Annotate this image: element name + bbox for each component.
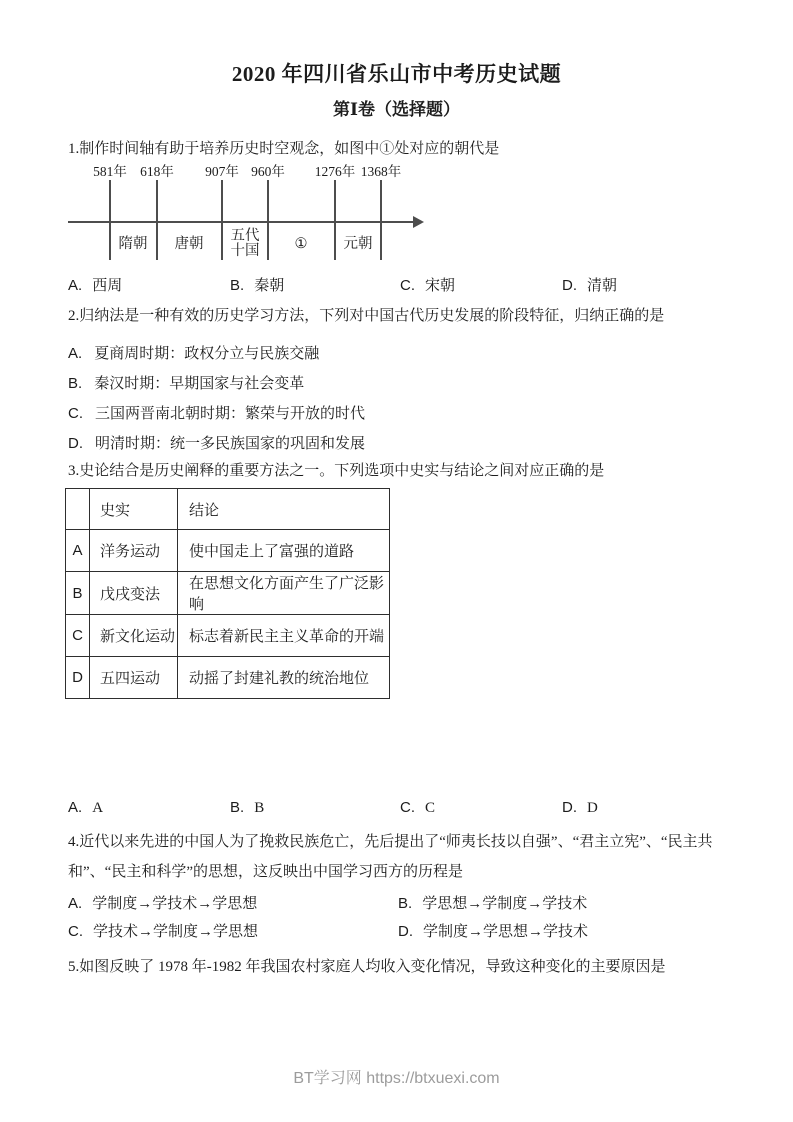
table-row: [66, 615, 390, 657]
row-key: A: [66, 530, 90, 572]
option-b: [230, 278, 400, 294]
option-text: 学制度→学技术→学思想: [92, 896, 258, 912]
option-text: 秦朝: [254, 278, 285, 294]
option-d: [562, 278, 617, 294]
row-key: C: [66, 615, 90, 657]
option-letter: B.: [68, 375, 83, 392]
option-text: 夏商周时期：政权分立与民族交融: [94, 346, 320, 362]
timeline-period-label: ①: [294, 235, 308, 252]
option-text: 学思想→学制度→学技术: [422, 896, 588, 912]
option-c: [400, 278, 562, 294]
option-letter: A.: [68, 895, 83, 912]
table-row: [66, 530, 390, 572]
option-letter: C.: [68, 923, 83, 940]
option-c: [68, 406, 725, 422]
page-title: 2020 年四川省乐山市中考历史试题: [231, 62, 562, 86]
timeline-year-label: 960年: [251, 164, 285, 179]
row-fact: 五四运动: [90, 657, 178, 699]
option-c: [68, 924, 398, 940]
option-letter: D.: [68, 435, 83, 452]
section-title: 第Ⅰ卷（选择题）: [333, 100, 460, 119]
option-text: 清朝: [587, 278, 618, 294]
timeline-year-label: 1368年: [360, 164, 402, 179]
timeline-figure: [68, 165, 725, 265]
timeline-tick: [221, 180, 223, 260]
table-row: [66, 572, 390, 615]
question-4-text-line-2: 和”、“民主和科学”的思想，这反映出中国学习西方的历程是: [68, 864, 463, 880]
option-letter: A.: [68, 345, 83, 362]
option-a: [68, 346, 725, 362]
option-a: [68, 278, 230, 294]
arrow-right-icon: [413, 216, 424, 228]
question-3-text: 3.史论结合是历史阐释的重要方法之一。下列选项中史实与结论之间对应正确的是: [68, 463, 605, 479]
option-d: [68, 436, 725, 452]
option-d: [398, 924, 588, 940]
option-b: [398, 896, 587, 912]
timeline-tick: [267, 180, 269, 260]
option-text: 三国两晋南北朝时期：繁荣与开放的时代: [95, 406, 366, 422]
timeline-period-label: 元朝: [343, 235, 373, 252]
timeline-year-label: 581年: [93, 164, 127, 179]
question-2-text: 2.归纳法是一种有效的历史学习方法，下列对中国古代历史发展的阶段特征，归纳正确的是: [68, 308, 665, 324]
option-letter: D.: [398, 923, 413, 940]
option-letter: C.: [400, 277, 415, 294]
option-d: [562, 800, 598, 816]
fact-conclusion-table: [65, 488, 390, 699]
option-letter: B.: [230, 277, 245, 294]
option-text: 学制度→学思想→学技术: [423, 924, 589, 940]
question-3-options: [68, 800, 725, 816]
option-a: [68, 896, 398, 912]
option-b: [230, 800, 400, 816]
option-letter: A.: [68, 277, 83, 294]
option-b: [68, 376, 725, 392]
row-conclusion: 标志着新民主主义革命的开端: [178, 615, 390, 657]
option-text: B: [254, 800, 265, 816]
option-letter: D.: [562, 277, 577, 294]
table-header-row: [66, 489, 390, 530]
watermark-link[interactable]: BT学习网 https://btxuexi.com: [293, 1070, 500, 1087]
timeline-year-label: 907年: [205, 164, 239, 179]
timeline-axis: [68, 221, 415, 223]
row-key: D: [66, 657, 90, 699]
timeline-tick: [156, 180, 158, 260]
option-text: 宋朝: [425, 278, 456, 294]
option-text: 学技术→学制度→学思想: [93, 924, 259, 940]
option-text: 西周: [92, 278, 123, 294]
question-1-options: [68, 278, 725, 294]
question-5-text: 5.如图反映了 1978 年-1982 年我国农村家庭人均收入变化情况，导致这种变化的主要原因是: [68, 959, 666, 975]
question-4-options-row-2: [68, 924, 725, 940]
option-letter: C.: [68, 405, 83, 422]
option-text: C: [425, 800, 436, 816]
table-row: [66, 657, 390, 699]
option-letter: D.: [562, 799, 577, 816]
option-letter: A.: [68, 799, 83, 816]
option-text: D: [587, 800, 598, 816]
timeline-period-label: 五代十国: [230, 228, 260, 259]
timeline-period-label: 隋朝: [118, 235, 148, 252]
option-text: 明清时期：统一多民族国家的巩固和发展: [95, 436, 366, 452]
option-a: [68, 800, 230, 816]
header-cell: 结论: [178, 489, 390, 530]
timeline-year-label: 1276年: [314, 164, 356, 179]
option-letter: C.: [400, 799, 415, 816]
timeline-year-label: 618年: [140, 164, 174, 179]
header-cell: 史实: [90, 489, 178, 530]
row-fact: 戊戌变法: [90, 572, 178, 615]
row-conclusion: 动摇了封建礼教的统治地位: [178, 657, 390, 699]
header-cell: [66, 489, 90, 530]
row-fact: 洋务运动: [90, 530, 178, 572]
option-text: 秦汉时期：早期国家与社会变革: [94, 376, 305, 392]
option-letter: B.: [230, 799, 245, 816]
row-conclusion: 在思想文化方面产生了广泛影响: [178, 572, 390, 615]
question-4-options-row-1: [68, 896, 725, 912]
timeline-period-label: 唐朝: [174, 235, 204, 252]
question-4-text-line-1: 4.近代以来先进的中国人为了挽救民族危亡，先后提出了“师夷长技以自强”、“君主立宪”、“民主共: [68, 834, 713, 850]
row-key: B: [66, 572, 90, 615]
question-1-text: 1.制作时间轴有助于培养历史时空观念，如图中①处对应的朝代是: [68, 141, 500, 157]
row-conclusion: 使中国走上了富强的道路: [178, 530, 390, 572]
option-letter: B.: [398, 895, 413, 912]
option-c: [400, 800, 562, 816]
option-text: A: [92, 800, 104, 816]
row-fact: 新文化运动: [90, 615, 178, 657]
